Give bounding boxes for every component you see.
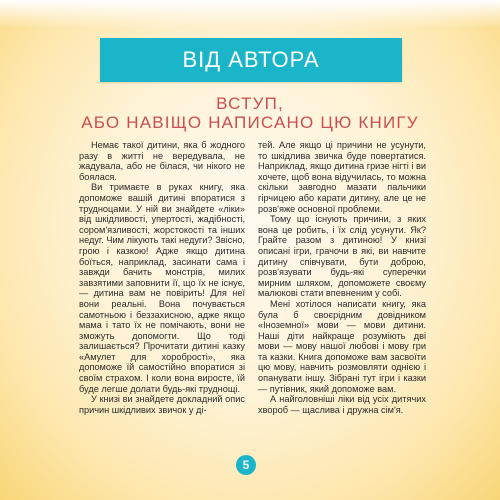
subtitle-line-1: ВСТУП,	[216, 94, 284, 113]
section-subtitle	[60, 94, 440, 132]
paragraph: Тому що існують причини, з яких вона це робить, і їх слід усунути. Як? Грайте разом з дитиною! У книзі описані ігри, грачочи в які, ви навчите дитину співчувати, бути доброю, розв'язувати будь-які суперечки мирним шляхом, допоможете своєму малюкові стати впевненим у собі.	[258, 214, 426, 299]
paragraph: Ви тримаєте в руках книгу, яка допоможе вашій дитині впоратися з трудноцами. У ній ви знайдете «ліки» від шкідливості, упертості, жадібності, сором'язливості, жорстокості та інших недуг. Чим лікують такі недуги? Звісно, грою і казкою! Адже якщо дитина боїться, наприклад, засинати сама і завжди бачить монстрів, милих завзятими заповнити її, що їх не існує, — дитина вам не повірить! Для неї вони реальні. Вона почувається самотньою і беззахисною, адже якщо мама і тато їх не помічають, вони не зможуть допомогти. Що тоді залишається? Прочитати дитині казку «Амулет для хоробрості», яка допоможе їй самостійно впоратися зі своїм страхом. І коли вона виросте, їй буде легше долати будь-які труднощі.	[79, 182, 245, 394]
paragraph: тей. Але якщо ці причини не усунути, то шкідлива звичка буде повертатися. Наприклад, якщо дитина гризе нігті і ви хочете, щоб вона відучилась, то можна скільки завгодно мазати пальчики гірчицею або карати дитину, але це не розв'яже основної проблеми.	[258, 140, 426, 214]
paragraph: А найголовніші ліки від усіх дитячих хвороб — щаслива і дружна сім'я.	[258, 394, 426, 415]
paragraph: У книзі ви знайдете докладний опис причин шкідливих звичок у ді-	[79, 394, 245, 415]
page-number-badge	[236, 455, 256, 475]
page-number: 5	[242, 458, 250, 472]
left-text-column	[79, 140, 245, 415]
paragraph: Немає такої дитини, яка б жодного разу в житті не вередувала, не жадувала, або не білася, чи нікого не боялася.	[79, 140, 245, 182]
chapter-title: ВІД АВТОРА	[182, 47, 320, 72]
chapter-banner	[100, 38, 402, 82]
top-edge	[0, 0, 500, 28]
subtitle-line-2: АБО НАВІЩО НАПИСАНО ЦЮ КНИГУ	[81, 113, 419, 132]
right-text-column	[258, 140, 426, 415]
paragraph: Мені хотілося написати книгу, яка була б своєрідним довідником «Іноземної» мови — мови дитини. Наші діти найкраще розуміють дві мови — мову нашої любові і мову гри та казки. Книга допоможе вам засвоїти цю мову, навчить розмовляти однією і опанувати іншу. Зібрані тут ігри і казки — путівник, який допоможе вам.	[258, 298, 426, 394]
